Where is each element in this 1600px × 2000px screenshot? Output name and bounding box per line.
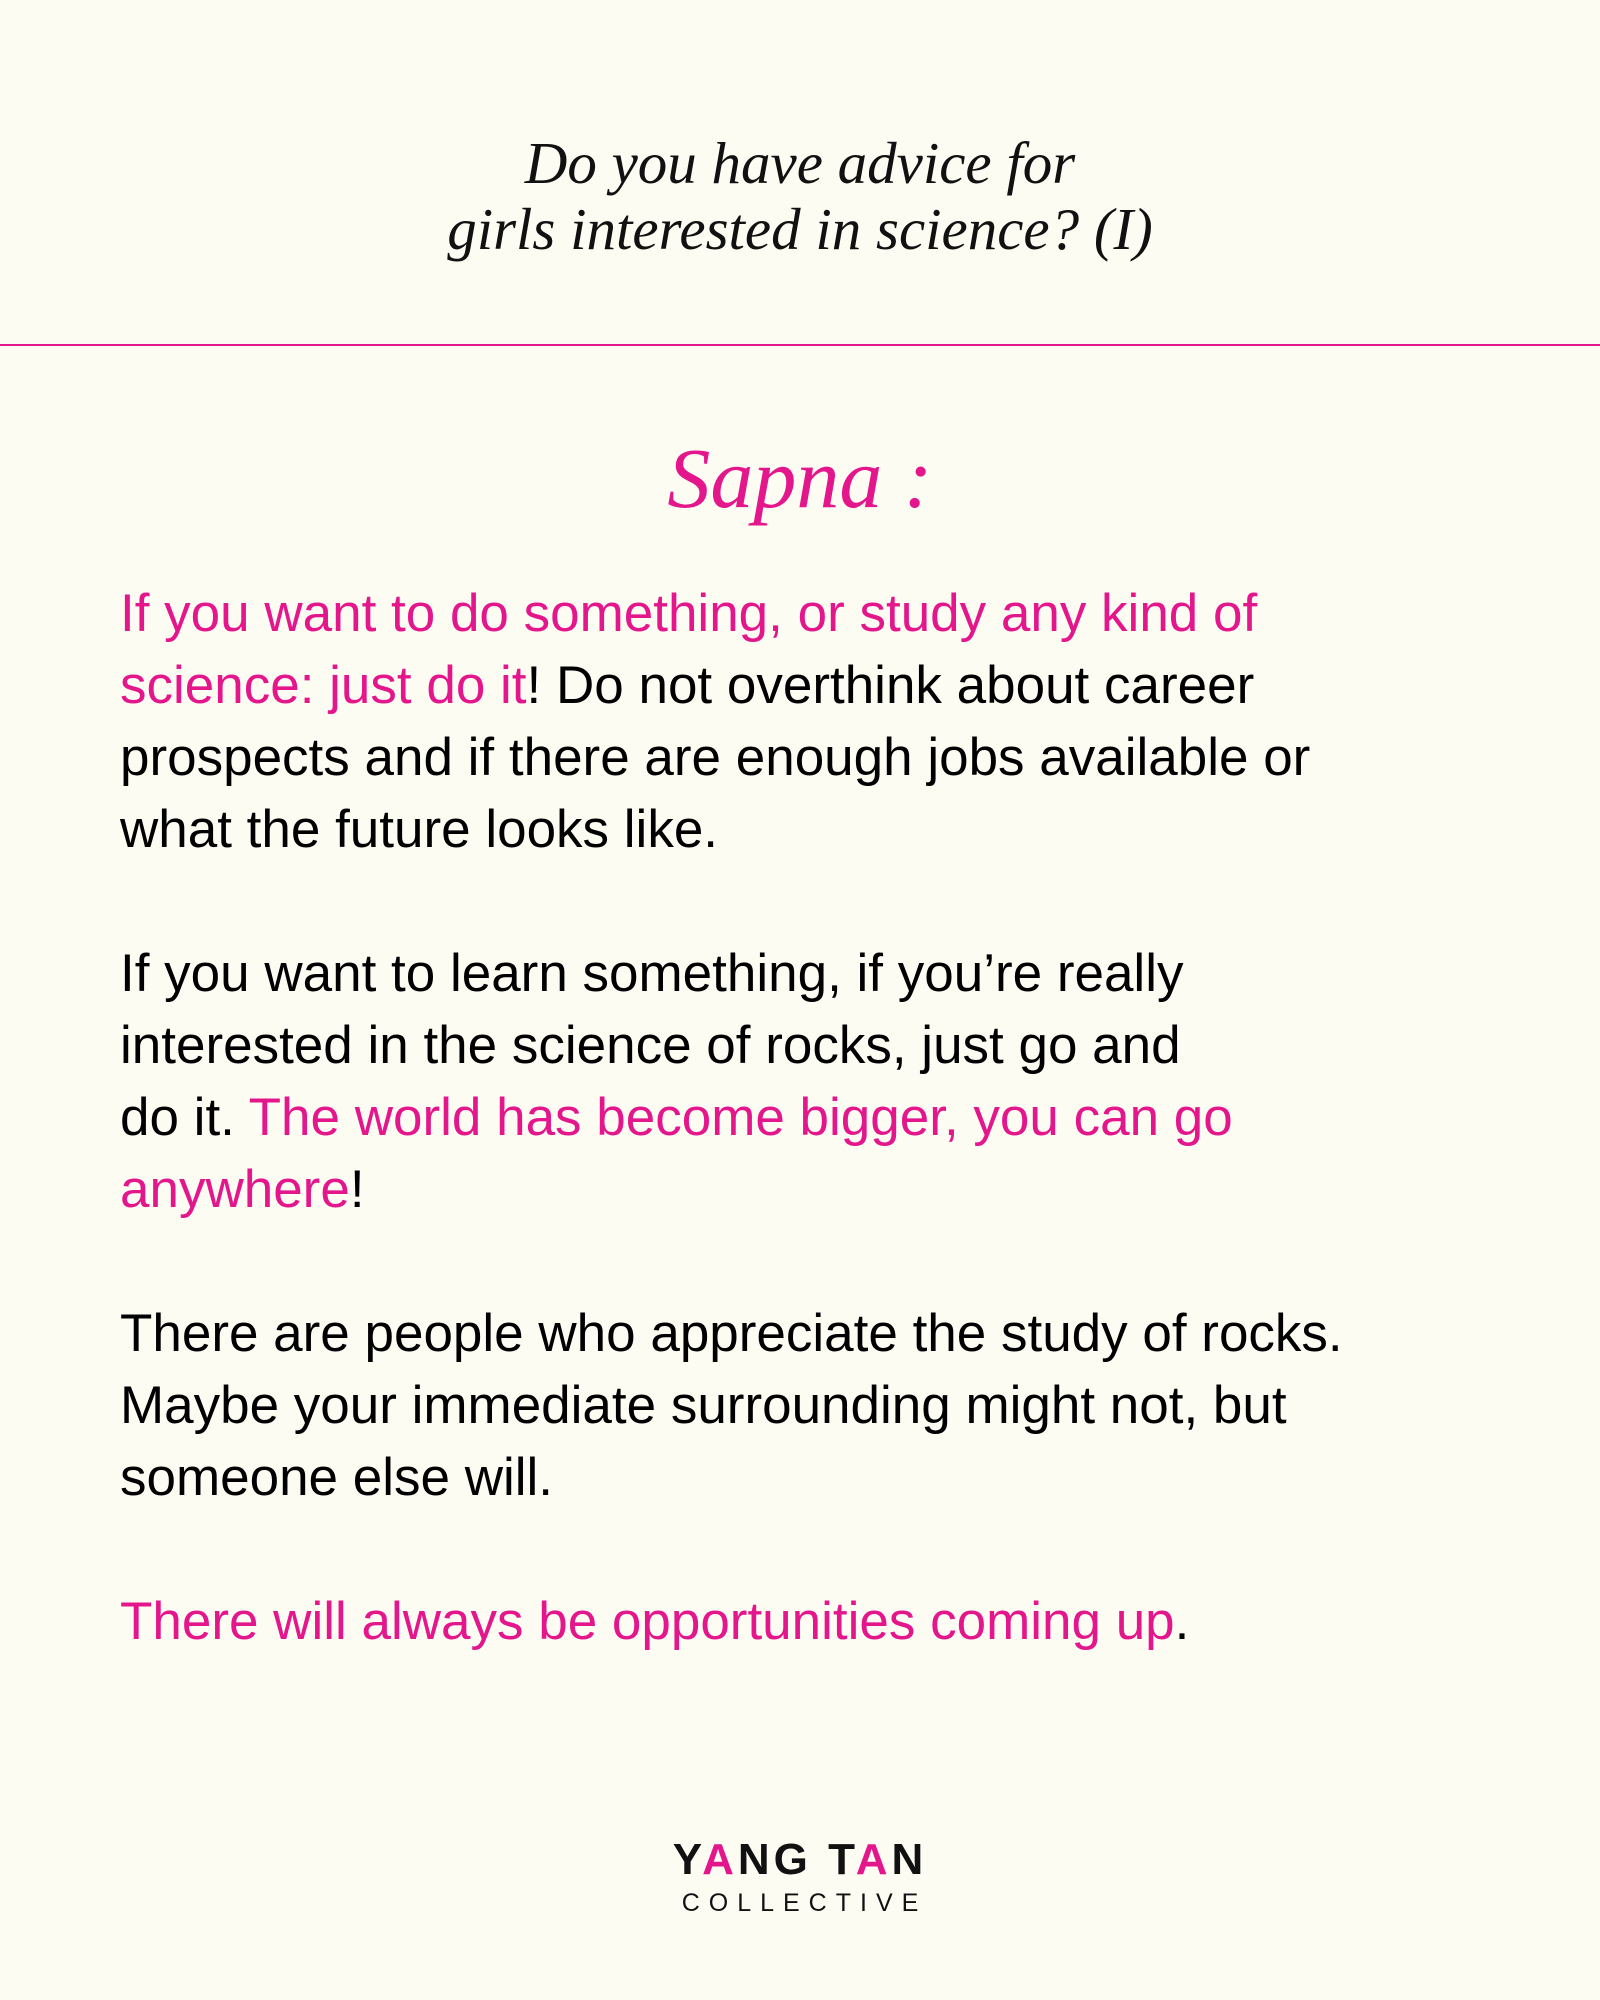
p1-line-2-rest: ! Do not overthink about career: [526, 656, 1255, 715]
p1-line-4: what the future looks like.: [120, 800, 719, 859]
logo-accent-a-2: A: [855, 1835, 892, 1884]
logo-letters-ng-t: NG T: [737, 1835, 856, 1884]
paragraph-3: [120, 1298, 1520, 1514]
p3-line-2: Maybe your immediate surrounding might not, but: [120, 1376, 1287, 1435]
p2-line-3: [120, 1082, 1520, 1154]
p4-line-1-rest: .: [1174, 1592, 1190, 1651]
paragraph-4: [120, 1586, 1520, 1658]
logo-letter-n: N: [891, 1835, 928, 1884]
question-line-2: girls interested in science? (I): [447, 196, 1153, 262]
p2-line-4: [120, 1154, 1520, 1226]
p4-line-1: [120, 1586, 1520, 1658]
p4-line-1-highlight: There will always be opportunities coming up: [120, 1592, 1175, 1651]
p1-line-2-highlight: science: just do it: [120, 656, 527, 715]
logo-accent-a-1: A: [702, 1835, 738, 1884]
p3-line-1: There are people who appreciate the study of rocks.: [120, 1304, 1343, 1363]
p3-line-3: someone else will.: [120, 1448, 554, 1507]
paragraph-2: [120, 938, 1520, 1226]
p2-line-3-highlight: The world has become bigger, you can go: [248, 1088, 1233, 1147]
logo-wordmark: [0, 1836, 1600, 1884]
paragraph-1: [120, 578, 1520, 866]
speaker-name: Sapna :: [667, 430, 933, 526]
p1-line-2: [120, 650, 1520, 722]
p2-line-4-rest: !: [349, 1160, 365, 1219]
p1-line-1: If you want to do something, or study any kind of: [120, 584, 1258, 643]
question-line-1: Do you have advice for: [524, 130, 1076, 196]
logo-subtitle: COLLECTIVE: [681, 1889, 928, 1917]
question-heading: [0, 130, 1600, 262]
p1-line-3: prospects and if there are enough jobs available or: [120, 728, 1311, 787]
p2-line-4-highlight: anywhere: [120, 1160, 350, 1219]
p2-line-1: If you want to learn something, if you’re really: [120, 944, 1184, 1003]
logo-letter-y: Y: [672, 1835, 703, 1884]
answer-text: [120, 578, 1520, 1730]
p2-line-2: interested in the science of rocks, just go and: [120, 1016, 1181, 1075]
header-divider: [0, 344, 1600, 346]
yang-tan-collective-logo: [0, 1836, 1600, 1918]
p2-line-3-start: do it.: [120, 1088, 249, 1147]
